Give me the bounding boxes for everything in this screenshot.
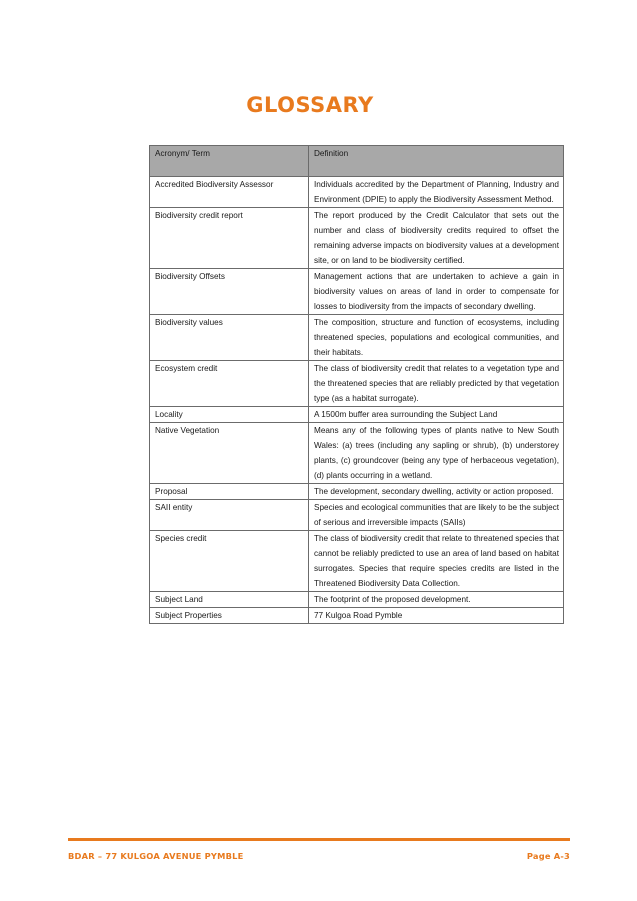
table-row <box>150 177 564 208</box>
term-cell: Species credit <box>150 531 309 592</box>
table-row <box>150 500 564 531</box>
definition-cell: The development, secondary dwelling, activity or action proposed. <box>309 484 564 500</box>
definition-cell: The class of biodiversity credit that relate to threatened species that cannot be reliably predicted to use an area of land based on habitat surrogates. Species that require species credits are listed in the Threatened Biodiversity Data Collection. <box>309 531 564 592</box>
term-cell: Proposal <box>150 484 309 500</box>
page-title: GLOSSARY <box>246 93 374 117</box>
definition-cell: Management actions that are undertaken to achieve a gain in biodiversity values on areas of land in order to compensate for losses to biodiversity from the impacts of secondary dwelling. <box>309 269 564 315</box>
definition-cell: Species and ecological communities that are likely to be the subject of serious and irreversible impacts (SAIIs) <box>309 500 564 531</box>
header-definition: Definition <box>309 146 564 177</box>
term-cell: Biodiversity Offsets <box>150 269 309 315</box>
definition-cell: The footprint of the proposed development. <box>309 592 564 608</box>
term-cell: Native Vegetation <box>150 423 309 484</box>
term-cell: Accredited Biodiversity Assessor <box>150 177 309 208</box>
table-row <box>150 592 564 608</box>
definition-cell: 77 Kulgoa Road Pymble <box>309 608 564 624</box>
term-cell: SAII entity <box>150 500 309 531</box>
definition-cell: Means any of the following types of plants native to New South Wales: (a) trees (including any sapling or shrub), (b) understorey plants, (c) groundcover (being any type of herbaceous vegetation), (d) plants occurring in a wetland. <box>309 423 564 484</box>
footer-document-title: BDAR – 77 KULGOA AVENUE PYMBLE <box>68 851 244 861</box>
definition-cell: The report produced by the Credit Calculator that sets out the number and class of biodiversity credits required to offset the remaining adverse impacts on biodiversity values at a development site, or on land to be biodiversity certified. <box>309 208 564 269</box>
glossary-table <box>149 145 564 624</box>
definition-cell: The composition, structure and function of ecosystems, including threatened species, populations and ecological communities, and their habitats. <box>309 315 564 361</box>
definition-cell: Individuals accredited by the Department of Planning, Industry and Environment (DPIE) to apply the Biodiversity Assessment Method. <box>309 177 564 208</box>
term-cell: Subject Land <box>150 592 309 608</box>
table-row <box>150 208 564 269</box>
term-cell: Locality <box>150 407 309 423</box>
term-cell: Ecosystem credit <box>150 361 309 407</box>
table-row <box>150 407 564 423</box>
term-cell: Biodiversity values <box>150 315 309 361</box>
table-row <box>150 608 564 624</box>
table-row <box>150 269 564 315</box>
header-term: Acronym/ Term <box>150 146 309 177</box>
table-header-row <box>150 146 564 177</box>
term-cell: Subject Properties <box>150 608 309 624</box>
definition-cell: The class of biodiversity credit that relates to a vegetation type and the threatened species that are reliably predicted by that vegetation type (as a habitat surrogate). <box>309 361 564 407</box>
table-row <box>150 315 564 361</box>
table-row <box>150 531 564 592</box>
table-row <box>150 423 564 484</box>
table-row <box>150 361 564 407</box>
footer-divider <box>68 838 570 841</box>
definition-cell: A 1500m buffer area surrounding the Subject Land <box>309 407 564 423</box>
term-cell: Biodiversity credit report <box>150 208 309 269</box>
table-row <box>150 484 564 500</box>
footer-page-number: Page A-3 <box>526 851 570 861</box>
